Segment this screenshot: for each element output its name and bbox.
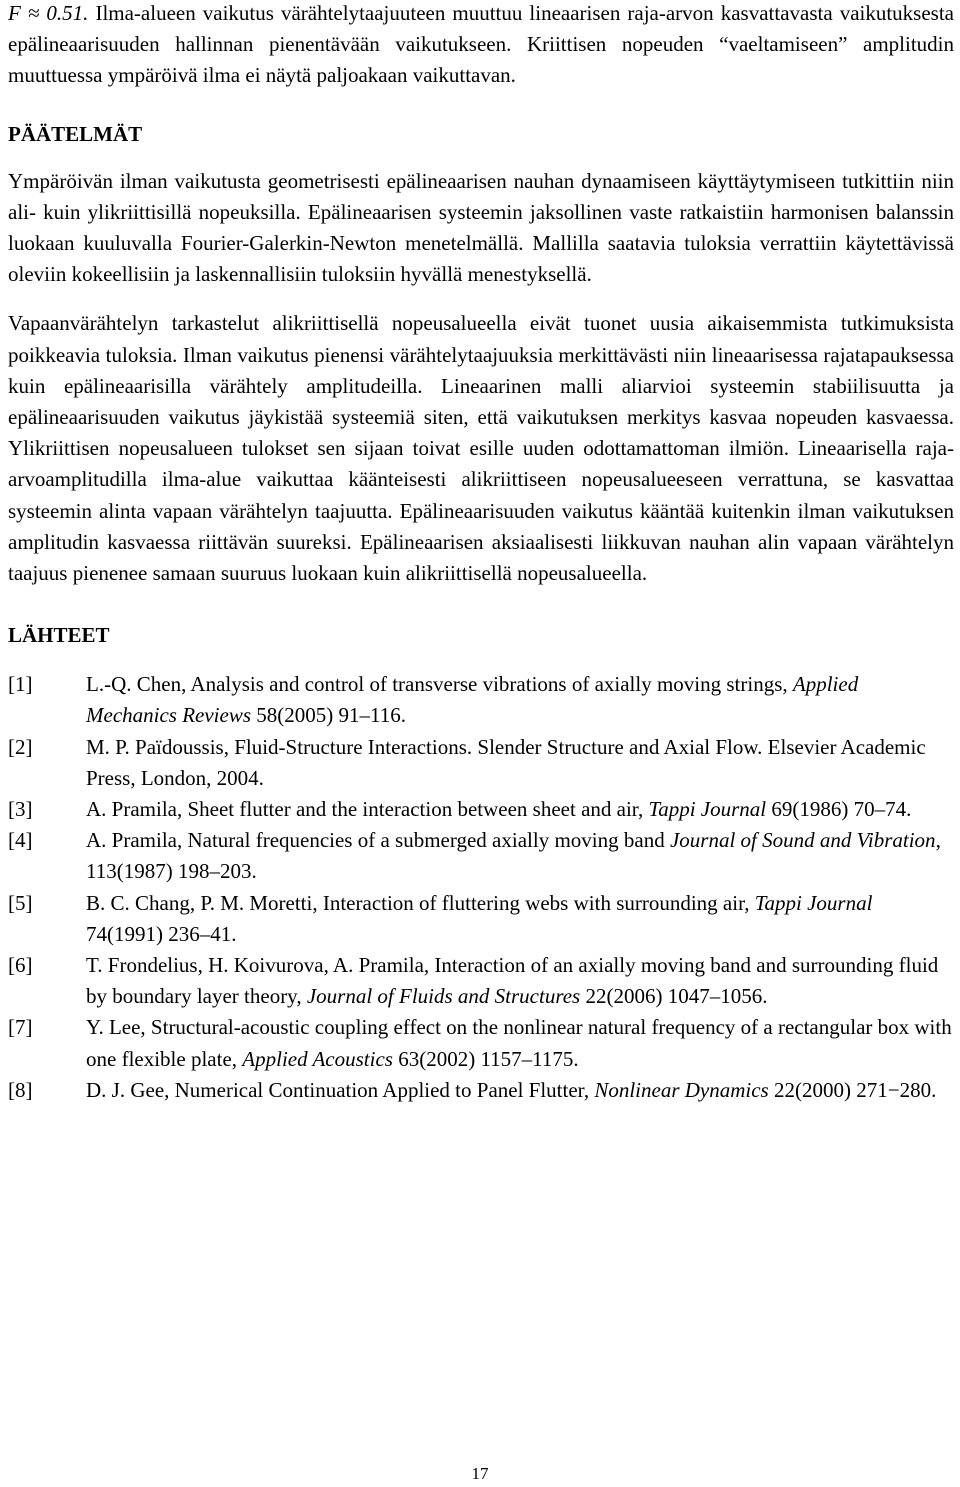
- reference-item: [8, 1012, 954, 1074]
- intro-text: Ilma-alueen vaikutus värähtelytaajuuteen muuttuu lineaarisen raja-arvon kasvattavasta vaikutuksesta epälineaarisuuden hallinnan pienentävään vaikutukseen. Kriittisen nopeuden “vaeltamiseen” amplitudin muuttuessa ympäröivä ilma ei näytä paljoakaan vaikuttavan.: [8, 1, 955, 88]
- reference-number: [2]: [8, 734, 33, 759]
- reference-number: [1]: [8, 672, 33, 697]
- reference-citation: 22(2000) 271−280.: [768, 1077, 937, 1102]
- reference-citation: 58(2005) 91–116.: [251, 703, 406, 728]
- reference-text: A. Pramila, Sheet flutter and the interaction between sheet and air,: [86, 797, 649, 822]
- reference-item: [8, 732, 954, 794]
- section-heading-conclusions: PÄÄTELMÄT: [8, 121, 143, 146]
- reference-number: [6]: [8, 953, 33, 978]
- intro-paragraph: [8, 0, 954, 92]
- reference-journal: Journal of Fluids and Structures: [306, 984, 581, 1009]
- reference-citation: 22(2006) 1047–1056.: [580, 984, 768, 1009]
- reference-text: Y. Lee, Structural-acoustic coupling effect on the nonlinear natural frequency of a rectangular box with one flexible plate,: [86, 1015, 952, 1071]
- reference-journal: Applied Acoustics: [242, 1046, 393, 1071]
- reference-item: [8, 794, 954, 825]
- reference-citation: 69(1986) 70–74.: [766, 797, 912, 822]
- reference-item: [8, 669, 954, 731]
- reference-number: [4]: [8, 828, 33, 853]
- page-content: [8, 0, 954, 1106]
- section-heading-references: LÄHTEET: [8, 623, 110, 648]
- reference-journal: Applied Mechanics Reviews: [86, 672, 859, 728]
- reference-text: L.-Q. Chen, Analysis and control of transverse vibrations of axially moving strings,: [86, 672, 793, 697]
- reference-item: [8, 950, 954, 1012]
- reference-text: D. J. Gee, Numerical Continuation Applied to Panel Flutter,: [86, 1077, 595, 1102]
- reference-journal: Journal of Sound and Vibration: [669, 828, 936, 853]
- reference-number: [7]: [8, 1015, 33, 1040]
- reference-journal: Tappi Journal: [754, 890, 873, 915]
- reference-text: B. C. Chang, P. M. Moretti, Interaction of fluttering webs with surrounding air,: [86, 890, 755, 915]
- reference-item: [8, 825, 954, 887]
- reference-citation: 74(1991) 236–41.: [86, 921, 237, 946]
- reference-text: M. P. Païdoussis, Fluid-Structure Interactions. Slender Structure and Axial Flow. Elsevier Academic Press, London, 2004.: [86, 734, 926, 790]
- reference-text: A. Pramila, Natural frequencies of a submerged axially moving band: [86, 828, 670, 853]
- reference-number: [8]: [8, 1077, 33, 1102]
- reference-number: [3]: [8, 797, 33, 822]
- reference-citation: 63(2002) 1157–1175.: [392, 1046, 579, 1071]
- reference-text: T. Frondelius, H. Koivurova, A. Pramila, Interaction of an axially moving band and surrounding fluid by boundary layer theory,: [86, 953, 939, 1009]
- reference-journal: Nonlinear Dynamics: [594, 1077, 769, 1102]
- reference-list: [8, 669, 954, 1106]
- reference-journal: Tappi Journal: [648, 797, 767, 822]
- page-number: 17: [471, 1464, 489, 1483]
- reference-number: [5]: [8, 890, 33, 915]
- conclusions-paragraph-2: Vapaanvärähtelyn tarkastelut alikriittisellä nopeusalueella eivät tuonet uusia aikaisemmista tutkimuksista poikkeavia tuloksia. Ilman vaikutus pienensi värähtelytaajuuksia merkittävästi niin lineaarisessa rajatapauksessa kuin epälineaarisilla värähtely amplitudeilla. Lineaarinen malli aliarvioi systeemin stabiilisuutta ja epälineaarisuuden vaikutus jäykistää systeemiä siten, että vaikutuksen merkitys kasvaa nopeuden kasvaessa. Ylikriittisen nopeusalueen tulokset sen sijaan toivat esille uuden odottamattoman ilmiön. Lineaarisella raja-arvoamplitudilla ilma-alue vaikuttaa käänteisesti alikriittiseen nopeusalueeseen verrattuna, se kasvattaa systeemin alinta vapaan värähtelyn taajuutta. Epälineaarisuuden vaikutus kääntää kuitenkin ilman vaikutuksen amplitudin kasvaessa riittävän suureksi. Epälineaarisen aksiaalisesti liikkuvan nauhan alin vapaan värähtelyn taajuus pienenee samaan suuruus luokaan kuin alikriittisellä nopeusalueella.: [8, 311, 954, 586]
- reference-item: [8, 1075, 954, 1106]
- formula: F ≈ 0.51.: [8, 1, 89, 25]
- conclusions-paragraph-1: Ympäröivän ilman vaikutusta geometrisesti epälineaarisen nauhan dynaamiseen käyttäytymiseen tutkittiin niin ali- kuin ylikriittisillä nopeuksilla. Epälineaarisen systeemin jaksollinen vaste ratkaistiin harmonisen balanssin luokaan kuuluvalla Fourier-Galerkin-Newton menetelmällä. Mallilla saatavia tuloksia verrattiin käytettävissä oleviin kokeellisiin ja laskennallisiin tuloksiin hyvällä menestyksellä.: [8, 168, 954, 287]
- reference-item: [8, 888, 954, 950]
- reference-citation: , 113(1987) 198–203.: [86, 828, 941, 884]
